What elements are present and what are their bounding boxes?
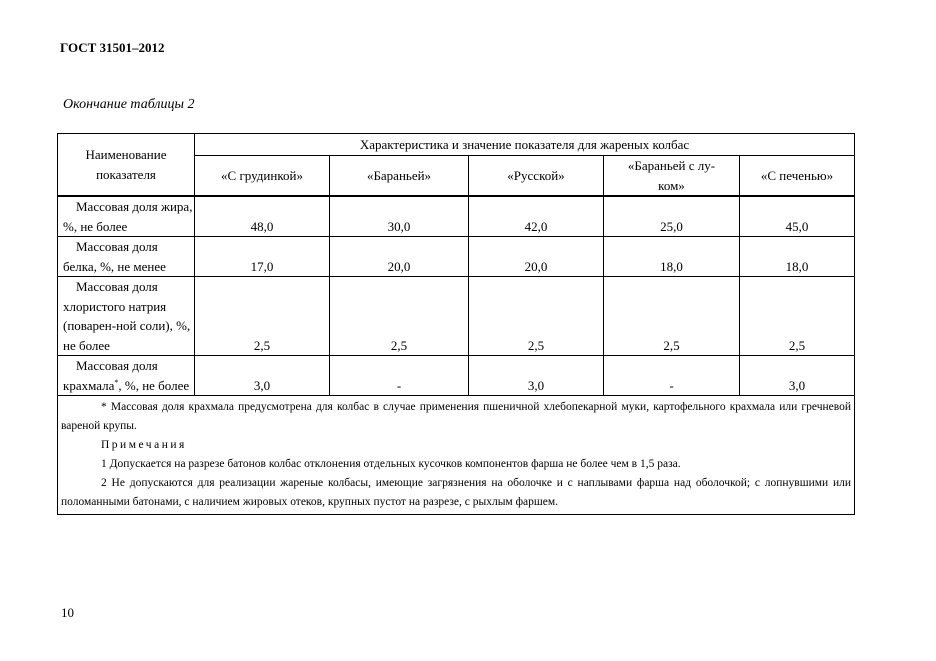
- value-cell: 3,0: [740, 356, 855, 396]
- value-cell: 2,5: [604, 277, 740, 356]
- value-cell: 17,0: [195, 237, 330, 277]
- row-name: [63, 356, 194, 395]
- notes-cell: [58, 396, 855, 515]
- value-cell: 3,0: [469, 356, 604, 396]
- value-cell: 2,5: [195, 277, 330, 356]
- group-header-cell: Характеристика и значение показателя для жареных колбас: [195, 134, 855, 156]
- row-name-prefix: Массовая доля крахмала: [63, 358, 158, 393]
- column-header: «Бараньей»: [330, 156, 469, 197]
- column-header: «С грудинкой»: [195, 156, 330, 197]
- value-cell: 3,0: [195, 356, 330, 396]
- row-name-cell: [58, 277, 195, 356]
- value-cell: 18,0: [604, 237, 740, 277]
- table-caption: Окончание таблицы 2: [63, 97, 195, 112]
- value-cell: 45,0: [740, 196, 855, 237]
- notes-title: Примечания: [101, 439, 187, 451]
- row-name: Массовая доля белка, %, не менее: [63, 239, 166, 274]
- column-header: «Русской»: [469, 156, 604, 197]
- value-cell: 25,0: [604, 196, 740, 237]
- value-cell: 18,0: [740, 237, 855, 277]
- row-name-cell: [58, 237, 195, 277]
- page-number: 10: [61, 605, 74, 620]
- data-table: [57, 133, 855, 515]
- column-header: «Бараньей с лу-ком»: [604, 156, 740, 197]
- footnote-text: * Массовая доля крахмала предусмотрена для колбас в случае применения пшеничной хлебопекарной муки, картофельного крахмала или гречневой вареной крупы.: [61, 401, 852, 432]
- table-row: [58, 277, 855, 356]
- value-cell: -: [604, 356, 740, 396]
- note-item: 1 Допускается на разрезе батонов колбас отклонения отдельных кусочков компонентов фарша не более чем в 1,5 раза.: [101, 458, 681, 470]
- note-item: 2 Не допускаются для реализации жареные колбасы, имеющие загрязнения на оболочке и с наплывами фарша над оболочкой; с лопнувшими или поломанными батонами, с наличием жировых отеков, крупных пустот на разрезе, с рыхлым фаршем.: [61, 477, 852, 508]
- table-row: [58, 196, 855, 237]
- row-header-cell: Наименование показателя: [58, 134, 195, 197]
- row-name-cell: [58, 356, 195, 396]
- notes-row: [58, 396, 855, 515]
- value-cell: 2,5: [330, 277, 469, 356]
- value-cell: -: [330, 356, 469, 396]
- document-code: ГОСТ 31501–2012: [60, 40, 165, 55]
- value-cell: 42,0: [469, 196, 604, 237]
- value-cell: 2,5: [469, 277, 604, 356]
- column-header: «С печенью»: [740, 156, 855, 197]
- row-name: Массовая доля хлористого натрия (поварен-ной соли), %, не более: [63, 279, 191, 353]
- row-name: Массовая доля жира, %, не более: [63, 199, 193, 234]
- row-name-suffix: , %, не более: [118, 377, 190, 393]
- value-cell: 48,0: [195, 196, 330, 237]
- value-cell: 20,0: [469, 237, 604, 277]
- value-cell: 30,0: [330, 196, 469, 237]
- table-row: [58, 237, 855, 277]
- value-cell: 20,0: [330, 237, 469, 277]
- footnote-mark: *: [114, 377, 119, 387]
- value-cell: 2,5: [740, 277, 855, 356]
- table-row: [58, 356, 855, 396]
- row-name-cell: [58, 196, 195, 237]
